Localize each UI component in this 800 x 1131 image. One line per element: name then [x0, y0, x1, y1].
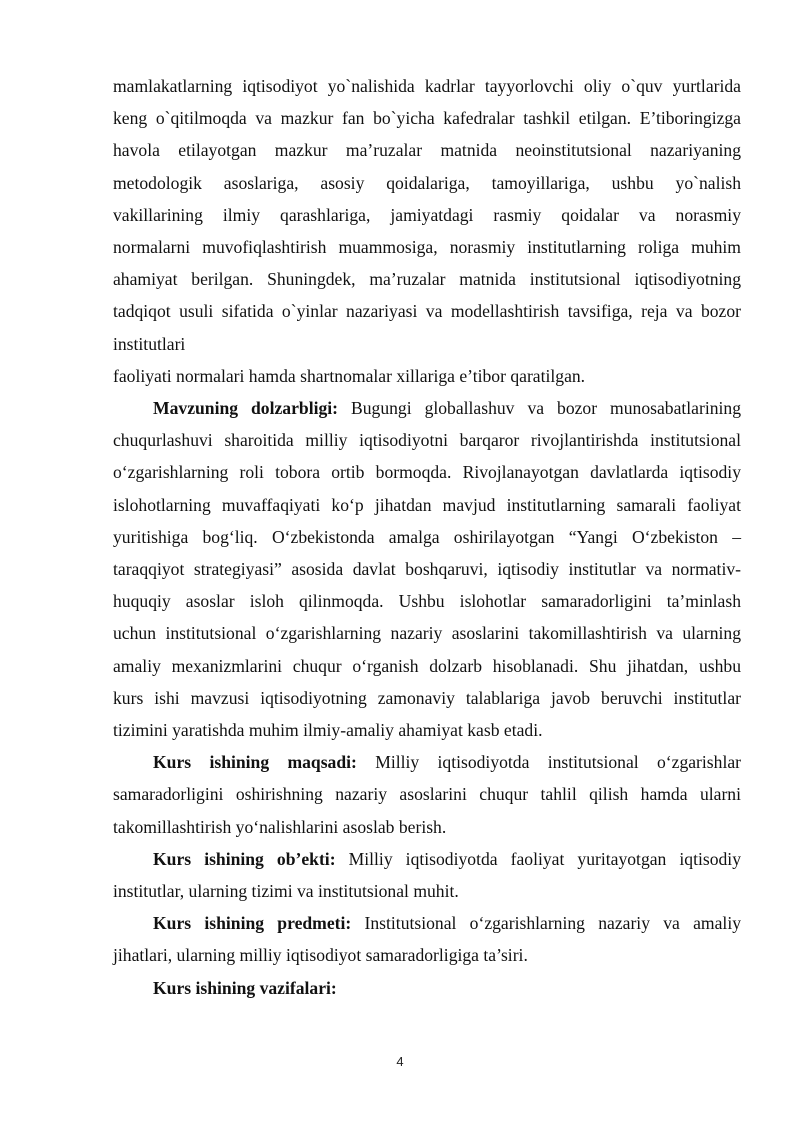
- tasks-heading: Kurs ishining vazifalari:: [153, 977, 337, 998]
- text-line: [113, 972, 741, 1004]
- subject-heading: Kurs ishining predmeti:: [153, 913, 352, 934]
- text-line: institutlari: [113, 333, 186, 354]
- text-line: uchun institutsional o‘zgarishlarning nazariy asoslarini takomillashtirish va ularning: [113, 623, 741, 644]
- text-line: tizimini yaratishda muhim ilmiy-amaliy ahamiyat kasb etadi.: [113, 720, 543, 741]
- object-paragraph: [113, 843, 741, 907]
- text-line: institutlar, ularning tizimi va institutsional muhit.: [113, 881, 459, 902]
- page-number: 4: [396, 1054, 404, 1069]
- text-line: havola etilayotgan mazkur ma’ruzalar matnida neoinstitutsional nazariyaning: [113, 140, 741, 161]
- text-line: ahamiyat berilgan. Shuningdek, ma’ruzalar matnida institutsional iqtisodiyotning: [113, 269, 741, 290]
- text-line: taraqqiyot strategiyasi” asosida davlat boshqaruvi, iqtisodiy institutlar va normativ-: [113, 559, 741, 580]
- text-line: metodologik asoslariga, asosiy qoidalariga, tamoyillariga, ushbu yo`nalish: [113, 172, 741, 193]
- relevance-heading: Mavzuning dolzarbligi:: [153, 398, 339, 419]
- text-line: [113, 392, 741, 424]
- text-line: islohotlarning muvaffaqiyati ko‘p jihatdan mavjud institutlarning samarali faoliyat: [113, 494, 741, 515]
- relevance-paragraph: [113, 392, 741, 746]
- text-line: normalarni muvofiqlashtirish muammosiga, norasmiy institutlarning roliga muhim: [113, 237, 741, 258]
- text-line: yuritishiga bog‘liq. O‘zbekistonda amalga oshirilayotgan “Yangi O‘zbekiston –: [113, 526, 741, 547]
- tasks-paragraph: [113, 972, 741, 1004]
- object-heading: Kurs ishining ob’ekti:: [153, 848, 336, 869]
- text-span: Bugungi globallashuv va bozor munosabatlarining: [338, 398, 742, 419]
- text-span: Institutsional o‘zgarishlarning nazariy va amaliy: [351, 913, 741, 934]
- text-line: [113, 843, 741, 875]
- text-line: mamlakatlarning iqtisodiyot yo`nalishida kadrlar tayyorlovchi oliy o`quv yurtlarida: [113, 76, 741, 96]
- text-line: keng o`qitilmoqda va mazkur fan bo`yicha kafedralar tashkil etilgan. E’tiboringizga: [113, 108, 741, 129]
- text-line: [113, 907, 741, 939]
- goal-paragraph: [113, 746, 741, 843]
- text-line: jihatlari, ularning milliy iqtisodiyot samaradorligiga ta’siri.: [113, 945, 528, 966]
- text-span: Milliy iqtisodiyotda institutsional o‘zgarishlar: [356, 752, 742, 773]
- text-line: huquqiy asoslar isloh qilinmoqda. Ushbu islohotlar samaradorligini ta’minlash: [113, 591, 741, 612]
- text-line: amaliy mexanizmlarini chuqur o‘rganish dolzarb hisoblanadi. Shu jihatdan, ushbu: [113, 655, 741, 676]
- text-line: takomillashtirish yo‘nalishlarini asoslab berish.: [113, 816, 447, 837]
- goal-heading: Kurs ishining maqsadi:: [153, 752, 357, 773]
- text-line: o‘zgarishlarning roli tobora ortib bormoqda. Rivojlanayotgan davlatlarda iqtisodiy: [113, 462, 741, 483]
- subject-paragraph: [113, 907, 741, 971]
- text-line: chuqurlashuvi sharoitida milliy iqtisodiyotni barqaror rivojlantirishda institutsional: [113, 430, 741, 451]
- text-span: Milliy iqtisodiyotda faoliyat yuritayotgan iqtisodiy: [335, 848, 741, 869]
- text-line: samaradorligini oshirishning nazariy asoslarini chuqur tahlil qilish hamda ularni: [113, 784, 741, 805]
- text-line: faoliyati normalari hamda shartnomalar xillariga e’tibor qaratilgan.: [113, 365, 586, 386]
- text-line: [113, 746, 741, 778]
- document-page: [113, 70, 741, 1004]
- text-line: kurs ishi mavzusi iqtisodiyotning zamonaviy talablariga javob beruvchi institutlar: [113, 687, 741, 708]
- text-line: tadqiqot usuli sifatida o`yinlar nazariyasi va modellashtirish tavsifiga, reja va bozor: [113, 301, 741, 322]
- intro-paragraph: [113, 70, 741, 392]
- text-line: vakillarining ilmiy qarashlariga, jamiyatdagi rasmiy qoidalar va norasmiy: [113, 204, 741, 225]
